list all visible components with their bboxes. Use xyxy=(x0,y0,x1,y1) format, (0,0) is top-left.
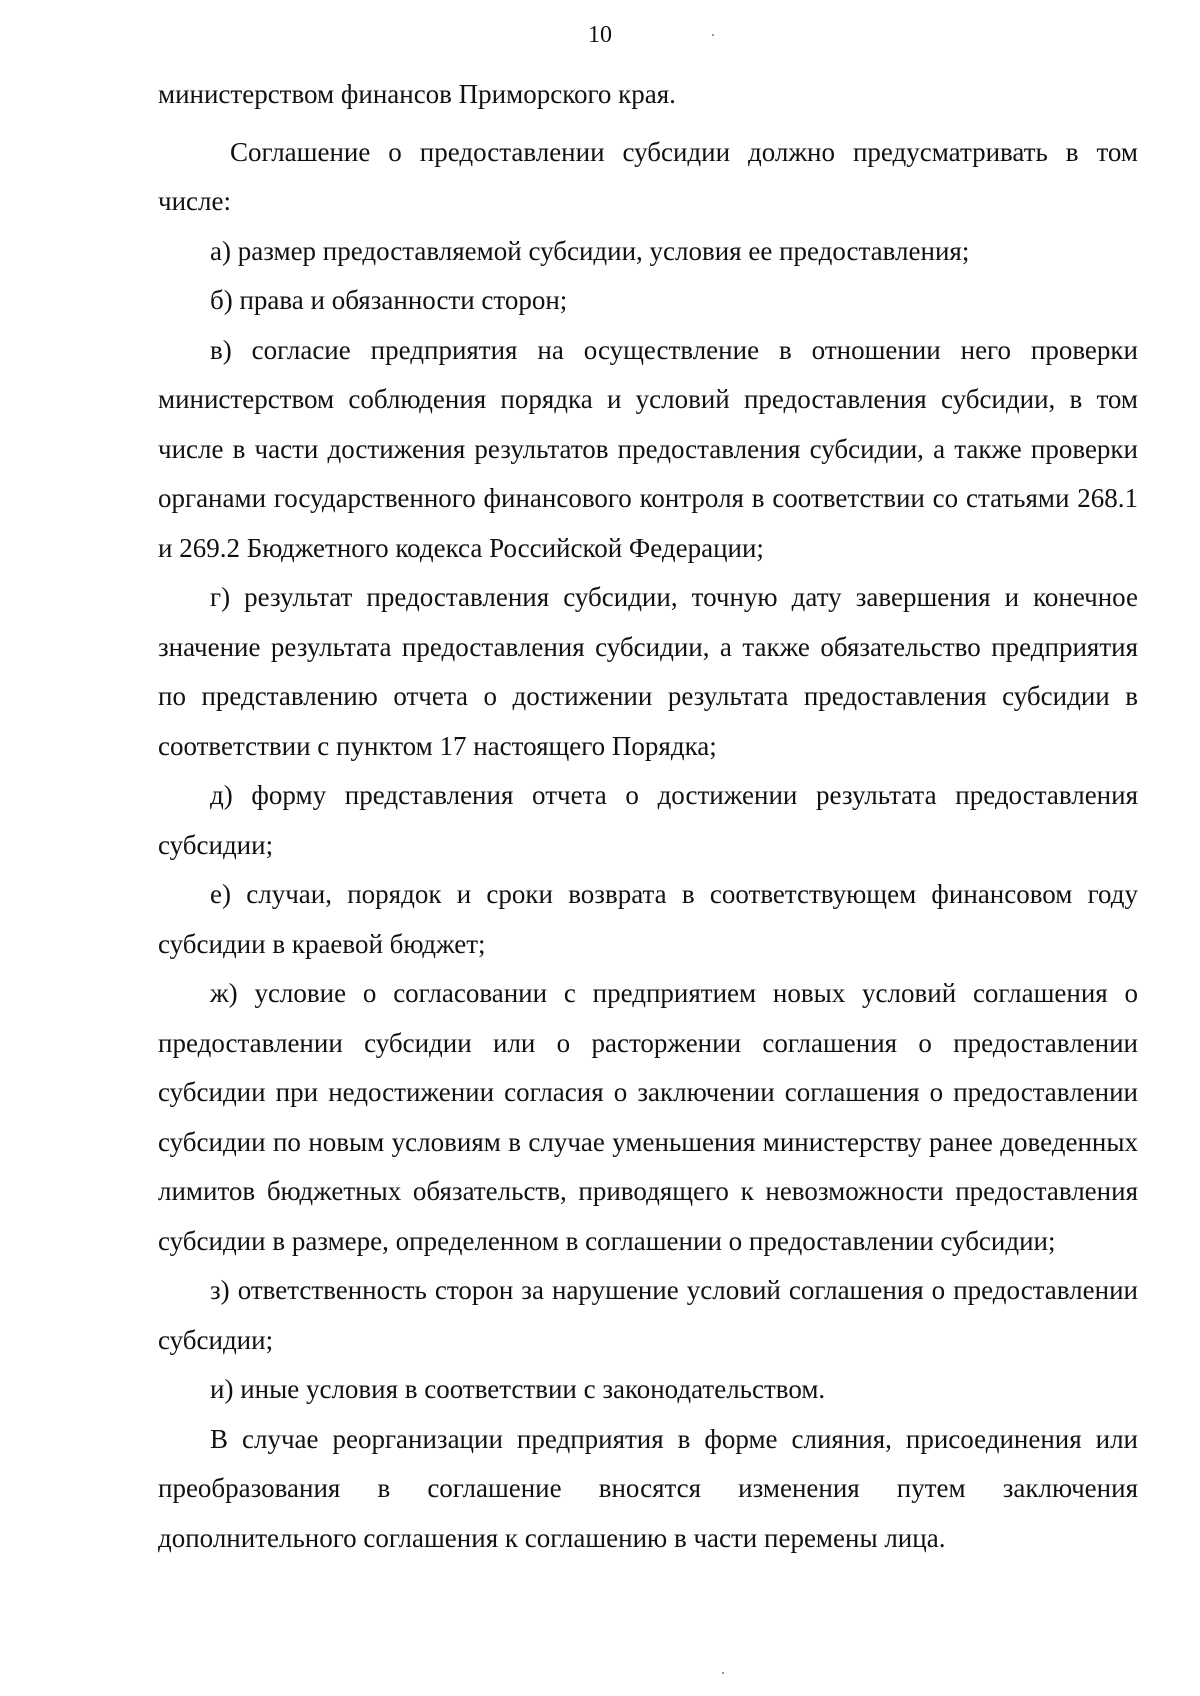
list-item-v: в) согласие предприятия на осуществление в отношении него проверки министерством соблюдения порядка и условий предоставления субсидии, в том числе в части достижения результатов предоставления субсидии, а также проверки органами государственного финансового контроля в соответствии со статьями 268.1 и 269.2 Бюджетного кодекса Российской Федерации; xyxy=(158,334,1138,563)
list-item-z: з) ответственность сторон за нарушение условий соглашения о предоставлении субсидии; xyxy=(158,1275,1138,1355)
paragraph-continuation: министерством финансов Приморского края. xyxy=(158,79,676,109)
document-body xyxy=(158,70,1138,1563)
list-item-b: б) права и обязанности сторон; xyxy=(210,285,568,315)
list-item-e: е) случаи, порядок и сроки возврата в соответствующем финансовом году субсидии в краевой бюджет; xyxy=(158,879,1138,959)
list-item-a: а) размер предоставляемой субсидии, условия ее предоставления; xyxy=(210,235,970,266)
list-item-i: и) иные условия в соответствии с законодательством. xyxy=(210,1374,826,1404)
list-item-zh: ж) условие о согласовании с предприятием новых условий соглашения о предоставлении субсидии или о расторжении соглашения о предоставлении субсидии при недостижении согласия о заключении соглашения о предоставлении субсидии по новым условиям в случае уменьшения министерству ранее доведенных лимитов бюджетных обязательств, приводящего к невозможности предоставления субсидии в размере, определенном в соглашении о предоставлении субсидии; xyxy=(158,978,1138,1256)
scan-speck xyxy=(722,1672,724,1674)
paragraph-agreement-intro: Соглашение о предоставлении субсидии должно предусматривать в том числе: xyxy=(158,136,1138,216)
paragraph-reorganization: В случае реорганизации предприятия в форме слияния, присоединения или преобразования в соглашение вносятся изменения путем заключения дополнительного соглашения к соглашению в части перемены лица. xyxy=(158,1423,1138,1553)
list-item-g: г) результат предоставления субсидии, точную дату завершения и конечное значение результата предоставления субсидии, а также обязательство предприятия по представлению отчета о достижении результата предоставления субсидии в соответствии с пунктом 17 настоящего Порядка; xyxy=(158,582,1138,761)
list-item-d: д) форму представления отчета о достижении результата предоставления субсидии; xyxy=(158,780,1138,860)
page-number: 10 xyxy=(588,22,612,48)
scan-speck xyxy=(712,34,714,36)
